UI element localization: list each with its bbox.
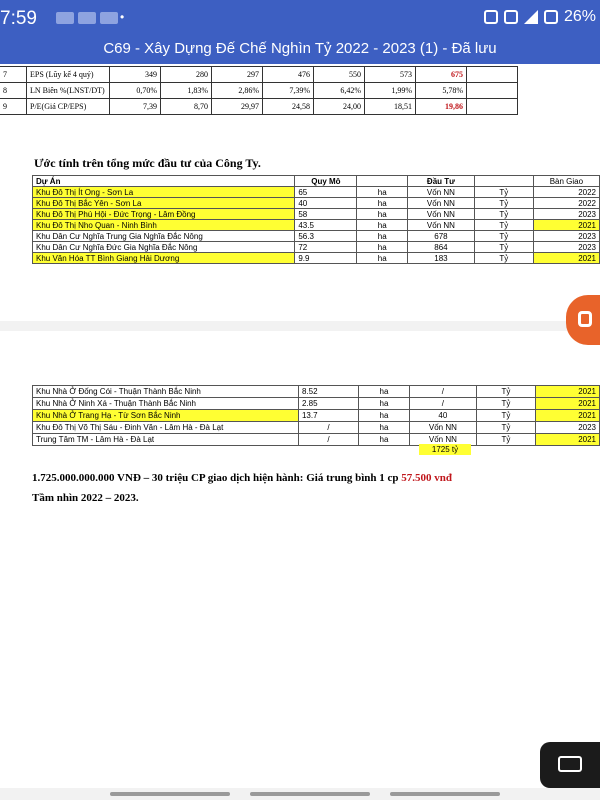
project-name: Khu Đô Thị Bắc Yên - Sơn La: [33, 198, 295, 209]
project-handover-year: 2022: [533, 187, 599, 198]
project-name: Trung Tâm TM - Lâm Hà - Đà Lạt: [33, 434, 299, 446]
wifi-icon: [484, 10, 498, 24]
table-row: [0, 99, 518, 115]
document-title: C69 - Xây Dựng Đế Chế Nghìn Tỷ 2022 - 2023 (1) - Đã lưu: [0, 34, 600, 64]
summary-paragraph: [32, 472, 452, 484]
row-label: P/E(Giá CP/EPS): [27, 99, 110, 115]
project-name: Khu Nhà Ở Đống Cói - Thuận Thành Bắc Ninh: [33, 386, 299, 398]
column-header: [357, 176, 407, 187]
table-cell: 8,70: [161, 99, 212, 115]
table-cell: 297: [212, 67, 263, 83]
total-investment-cell: 1725 tỷ: [419, 444, 471, 455]
project-currency: Tỷ: [474, 209, 533, 220]
project-handover-year: 2021: [536, 410, 600, 422]
table-cell: 1,99%: [365, 83, 416, 99]
project-name: Khu Đô Thị Phú Hội - Đức Trọng - Lâm Đồng: [33, 209, 295, 220]
table-cell: 18,51: [365, 99, 416, 115]
row-number: 7: [0, 67, 27, 83]
edit-fab-icon: [578, 311, 592, 327]
status-bar: [0, 0, 600, 34]
project-handover-year: 2023: [533, 231, 599, 242]
project-scale: 40: [295, 198, 357, 209]
table-row: [33, 231, 600, 242]
project-scale: /: [298, 434, 358, 446]
project-scale: /: [298, 422, 358, 434]
project-investment: 678: [407, 231, 474, 242]
project-scale: 9.9: [295, 253, 357, 264]
project-name: Khu Nhà Ở Ninh Xá - Thuận Thành Bắc Ninh: [33, 398, 299, 410]
project-name: Khu Đô Thị Võ Thị Sáu - Đinh Văn - Lâm Hà - Đà Lạt: [33, 422, 299, 434]
project-table-2: [32, 385, 600, 446]
table-row: [33, 422, 600, 434]
project-unit: ha: [359, 398, 410, 410]
table-cell: 29,97: [212, 99, 263, 115]
project-currency: Tỷ: [476, 398, 535, 410]
project-handover-year: 2021: [536, 398, 600, 410]
project-unit: ha: [357, 220, 407, 231]
project-investment: Vốn NN: [407, 220, 474, 231]
battery-icon: [544, 10, 558, 24]
status-dot: •: [120, 10, 125, 24]
project-name: Khu Dân Cư Nghĩa Trung Gia Nghĩa Đắc Nông: [33, 231, 295, 242]
table-header-row: [33, 176, 600, 187]
section-heading: Ước tính trên tổng mức đầu tư của Công Ty.: [34, 156, 261, 170]
notification-icon: [100, 12, 118, 24]
project-name: Khu Đô Thị Nho Quan - Ninh Bình: [33, 220, 295, 231]
project-scale: 72: [295, 242, 357, 253]
project-currency: Tỷ: [476, 434, 535, 446]
project-name: Khu Nhà Ở Trang Hạ - Từ Sơn Bắc Ninh: [33, 410, 299, 422]
table-row: [33, 253, 600, 264]
table-cell: 7,39%: [263, 83, 314, 99]
project-scale: 8.52: [298, 386, 358, 398]
project-investment: Vốn NN: [407, 209, 474, 220]
column-header: Bàn Giao: [533, 176, 599, 187]
project-currency: Tỷ: [476, 422, 535, 434]
project-handover-year: 2021: [536, 434, 600, 446]
table-cell: 1,83%: [161, 83, 212, 99]
project-scale: 2.85: [298, 398, 358, 410]
project-investment: Vốn NN: [409, 434, 476, 446]
project-investment: 40: [409, 410, 476, 422]
table-cell: 5,78%: [416, 83, 467, 99]
project-handover-year: 2021: [536, 386, 600, 398]
table-row: [0, 67, 518, 83]
average-price: 57.500 vnđ: [401, 472, 453, 484]
project-investment: 864: [407, 242, 474, 253]
table-cell: 19,86: [416, 99, 467, 115]
project-handover-year: 2022: [533, 198, 599, 209]
navigation-bar: [0, 788, 600, 800]
project-scale: 43.5: [295, 220, 357, 231]
table-cell: 0,70%: [110, 83, 161, 99]
table-cell: 476: [263, 67, 314, 83]
project-currency: Tỷ: [476, 386, 535, 398]
project-handover-year: 2023: [533, 209, 599, 220]
project-currency: Tỷ: [474, 231, 533, 242]
table-cell: 675: [416, 67, 467, 83]
vision-paragraph: Tầm nhìn 2022 – 2023.: [32, 492, 139, 504]
project-table: [32, 175, 600, 264]
project-investment: Vốn NN: [407, 187, 474, 198]
project-investment: /: [409, 386, 476, 398]
row-label: EPS (Lũy kế 4 quý): [27, 67, 110, 83]
project-unit: ha: [359, 410, 410, 422]
keyboard-toggle-button[interactable]: [540, 742, 600, 788]
project-currency: Tỷ: [474, 198, 533, 209]
project-investment: Vốn NN: [407, 198, 474, 209]
keyboard-icon: [558, 756, 582, 772]
table-cell: 24,58: [263, 99, 314, 115]
summary-text: 1.725.000.000.000 VNĐ – 30 triệu CP giao dịch hiện hành: Giá trung bình 1 cp: [32, 472, 402, 484]
column-header: [474, 176, 533, 187]
project-name: Khu Đô Thị Ít Ong - Sơn La: [33, 187, 295, 198]
project-unit: ha: [357, 231, 407, 242]
alarm-icon: [504, 10, 518, 24]
table-cell: 573: [365, 67, 416, 83]
table-row: [33, 398, 600, 410]
project-name: Khu Văn Hóa TT Bình Giang Hải Dương: [33, 253, 295, 264]
project-handover-year: 2023: [536, 422, 600, 434]
project-investment: Vốn NN: [409, 422, 476, 434]
table-row: [33, 220, 600, 231]
column-header: Đầu Tư: [407, 176, 474, 187]
project-handover-year: 2023: [533, 242, 599, 253]
row-number: 8: [0, 83, 27, 99]
table-cell: 349: [110, 67, 161, 83]
table-row: [33, 198, 600, 209]
table-row: [0, 83, 518, 99]
project-currency: Tỷ: [474, 253, 533, 264]
table-row: [33, 187, 600, 198]
project-name: Khu Dân Cư Nghĩa Đức Gia Nghĩa Đắc Nông: [33, 242, 295, 253]
table-cell: 550: [314, 67, 365, 83]
table-cell: 7,39: [110, 99, 161, 115]
table-row: [33, 410, 600, 422]
project-currency: Tỷ: [474, 220, 533, 231]
nav-handle[interactable]: [110, 792, 230, 796]
nav-handle[interactable]: [250, 792, 370, 796]
column-header: Dự Án: [33, 176, 295, 187]
table-cell: [467, 67, 518, 83]
project-currency: Tỷ: [474, 187, 533, 198]
edit-fab-button[interactable]: [566, 295, 600, 345]
project-unit: ha: [359, 422, 410, 434]
table-row: [33, 434, 600, 446]
project-handover-year: 2021: [533, 253, 599, 264]
table-cell: 24,00: [314, 99, 365, 115]
project-scale: 13.7: [298, 410, 358, 422]
project-investment: /: [409, 398, 476, 410]
nav-handle[interactable]: [390, 792, 500, 796]
project-unit: ha: [359, 434, 410, 446]
project-currency: Tỷ: [476, 410, 535, 422]
table-cell: 6,42%: [314, 83, 365, 99]
notification-icon: [78, 12, 96, 24]
table-row: [33, 242, 600, 253]
document-page-2[interactable]: [0, 331, 600, 800]
project-unit: ha: [357, 198, 407, 209]
project-scale: 65: [295, 187, 357, 198]
row-number: 9: [0, 99, 27, 115]
system-icons: [484, 8, 596, 26]
table-row: [33, 386, 600, 398]
project-investment: 183: [407, 253, 474, 264]
signal-icon: [524, 10, 538, 24]
project-handover-year: 2021: [533, 220, 599, 231]
project-unit: ha: [357, 209, 407, 220]
notification-icons: [56, 12, 118, 24]
project-unit: ha: [357, 253, 407, 264]
notification-icon: [56, 12, 74, 24]
table-cell: 280: [161, 67, 212, 83]
row-label: LN Biên %(LNST/DT): [27, 83, 110, 99]
column-header: Quy Mô: [295, 176, 357, 187]
document-page-1[interactable]: [0, 64, 600, 321]
battery-percent: 26%: [563, 8, 596, 25]
project-currency: Tỷ: [474, 242, 533, 253]
table-cell: [467, 99, 518, 115]
table-cell: 2,86%: [212, 83, 263, 99]
project-scale: 58: [295, 209, 357, 220]
table-cell: [467, 83, 518, 99]
project-unit: ha: [357, 242, 407, 253]
financial-table: [0, 66, 518, 115]
status-time: 7:59: [0, 8, 37, 29]
table-row: [33, 209, 600, 220]
project-unit: ha: [357, 187, 407, 198]
project-unit: ha: [359, 386, 410, 398]
project-scale: 56.3: [295, 231, 357, 242]
